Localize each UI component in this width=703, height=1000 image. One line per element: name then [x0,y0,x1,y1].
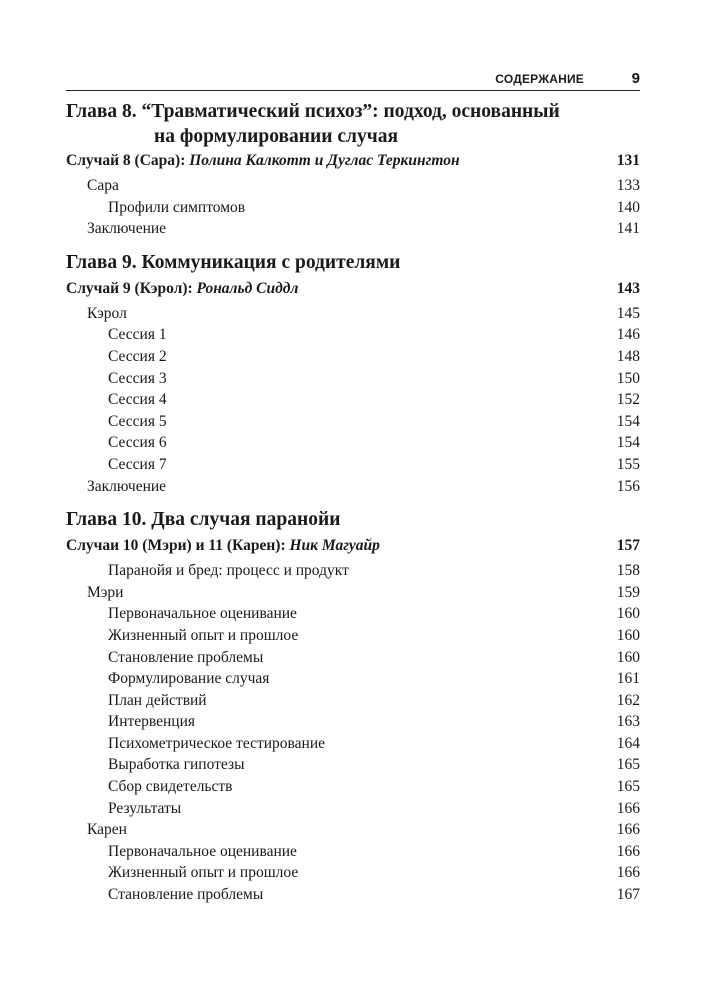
page-ref: 155 [616,455,640,473]
entry-text: Интервенция [108,713,196,731]
toc-entry[interactable] [66,711,640,733]
case-author: Полина Калкотт и Дуглас Теркингтон [189,152,460,169]
toc-entry[interactable] [66,754,640,776]
toc-entry[interactable] [66,346,640,368]
toc-entry[interactable] [66,197,640,219]
chapter-section [66,99,640,240]
page-number: 9 [631,70,640,87]
toc-entry[interactable] [66,690,640,712]
page-ref: 166 [616,864,640,882]
entry-text: Сессия 6 [108,434,167,452]
toc-page [66,68,640,906]
toc-entry[interactable] [66,324,640,346]
page-ref: 166 [616,842,640,860]
entry-text: Жизненный опыт и прошлое [108,864,299,882]
case-label: Случай 8 (Сара): [66,152,186,169]
toc-entry[interactable] [66,819,640,841]
entry-text: Результаты [108,799,182,817]
toc-entry[interactable] [66,368,640,390]
page-ref: 167 [616,886,640,904]
entry-text: Сара [87,177,119,194]
entry-text: Сбор свидетельств [108,778,233,796]
entry-text: Становление проблемы [108,886,264,904]
toc-entry[interactable] [66,454,640,476]
toc-entry[interactable] [66,668,640,690]
page-ref: 161 [616,670,640,688]
case-heading [66,277,298,301]
page-ref: 146 [616,326,640,344]
page-ref: 148 [616,347,640,365]
page-ref: 159 [616,583,640,601]
case-entry[interactable] [66,277,640,301]
toc-entry[interactable] [66,625,640,647]
page-ref: 165 [616,756,640,774]
toc-entry[interactable] [66,776,640,798]
page-ref: 154 [616,412,640,430]
entry-text: Заключение [87,477,167,495]
case-heading [66,534,380,558]
toc-entry[interactable] [66,218,640,240]
entry-text: Паранойя и бред: процесс и продукт [108,562,349,580]
entry-text: Сессия 3 [108,369,167,387]
case-label: Случай 9 (Кэрол): [66,279,193,297]
case-author: Ник Магуайр [289,537,380,555]
entry-text: Кэрол [87,304,127,322]
page-ref: 158 [616,562,640,580]
entry-text: Психометрическое тестирование [108,734,326,752]
chapter-title-line: Глава 9. Коммуникация с родителями [66,251,401,273]
chapter-title [66,507,640,532]
entry-text: Сессия 5 [108,412,167,430]
toc-entry[interactable] [66,432,640,454]
toc-entry[interactable] [66,841,640,863]
page-ref: 165 [616,778,640,796]
page-ref: 154 [616,434,640,452]
toc-entry[interactable] [66,862,640,884]
page-ref: 164 [616,734,640,752]
toc-entry[interactable] [66,798,640,820]
toc-entry[interactable] [66,603,640,625]
chapter-title [66,99,640,149]
page-ref: 166 [616,799,640,817]
page-ref: 160 [616,605,640,623]
toc-entry[interactable] [66,389,640,411]
toc-entry[interactable] [66,175,640,197]
case-author: Рональд Сиддл [196,279,299,297]
running-header-title: СОДЕРЖАНИЕ [495,72,584,86]
page-ref: 162 [616,691,640,709]
entry-text: Профили симптомов [108,198,246,216]
entry-text: Мэри [87,583,124,601]
page-ref: 140 [616,198,640,216]
entry-text: Становление проблемы [108,648,264,666]
chapter-title-line: на формулировании случая [154,126,398,147]
running-header [66,68,640,91]
page-ref: 143 [616,279,640,297]
case-entry[interactable] [66,534,640,558]
case-label: Случаи 10 (Мэри) и 11 (Карен): [66,537,286,555]
page-ref: 131 [616,152,640,169]
entry-text: Сессия 1 [108,326,167,344]
toc-entry[interactable] [66,411,640,433]
toc-entry[interactable] [66,884,640,906]
entry-text: Сессия 7 [108,455,167,473]
entry-text: План действий [108,691,207,709]
chapter-section [66,250,640,497]
entry-text: Выработка гипотезы [108,756,245,774]
page-ref: 133 [616,177,640,194]
entry-text: Карен [87,821,127,839]
case-heading [66,149,460,173]
page-ref: 160 [616,626,640,644]
page-ref: 157 [616,537,640,555]
page-ref: 160 [616,648,640,666]
entry-text: Жизненный опыт и прошлое [108,626,299,644]
entry-text: Первоначальное оценивание [108,605,297,623]
toc-entry[interactable] [66,733,640,755]
toc-entry[interactable] [66,582,640,604]
entry-text: Сессия 2 [108,347,167,365]
chapter-section [66,507,640,906]
page-ref: 166 [616,821,640,839]
chapter-title [66,250,640,275]
toc-entry[interactable] [66,303,640,325]
entry-text: Формулирование случая [108,670,270,688]
page-ref: 150 [616,369,640,387]
page-ref: 141 [616,220,640,238]
entry-text: Заключение [87,220,167,238]
case-entry[interactable] [66,149,640,173]
entry-text: Сессия 4 [108,391,167,409]
entry-text: Первоначальное оценивание [108,842,297,860]
toc-entry[interactable] [66,560,640,582]
toc-entry[interactable] [66,647,640,669]
page-ref: 163 [616,713,640,731]
page-ref: 152 [616,391,640,409]
toc-entry[interactable] [66,476,640,498]
page-ref: 156 [616,477,640,495]
page-ref: 145 [616,304,640,322]
chapter-title-line: Глава 10. Два случая паранойи [66,509,341,531]
chapter-title-line: Глава 8. “Травматический психоз”: подход, основанный [66,101,560,122]
